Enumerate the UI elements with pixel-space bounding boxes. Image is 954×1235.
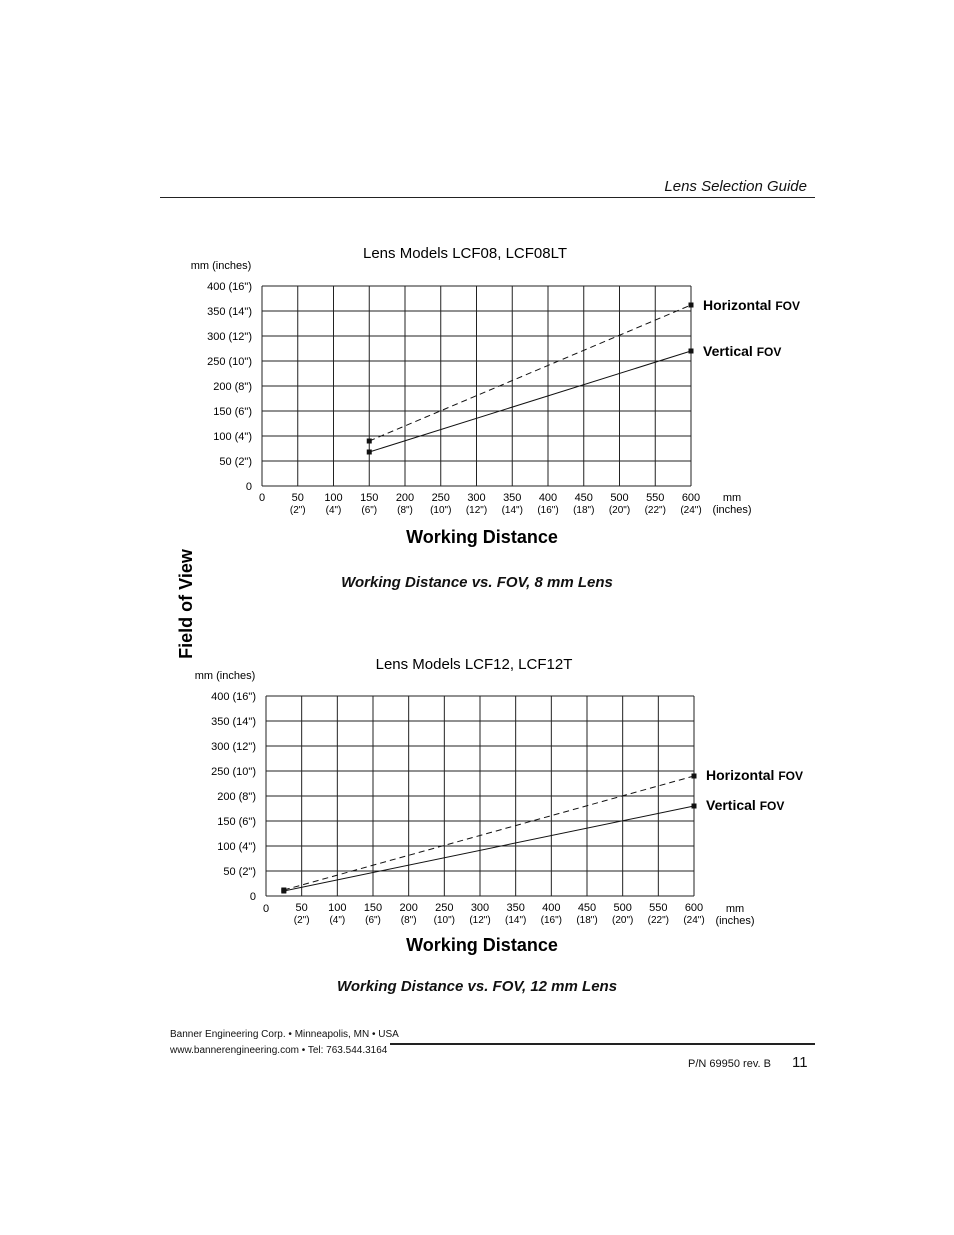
chart-12mm-svg — [0, 640, 954, 970]
x-tick-label-inches: (4") — [325, 505, 342, 516]
y-tick-label: 0 — [249, 891, 256, 903]
y-tick-label: 150 (6") — [213, 406, 252, 418]
y-tick-label: 300 (12") — [211, 741, 256, 753]
series-line — [284, 806, 694, 891]
y-tick-labels — [211, 691, 256, 903]
legend-vertical: Vertical FOV — [706, 797, 785, 813]
x-tick-label-inches: (24") — [680, 505, 702, 516]
x-tick-label-mm: 200 — [395, 492, 415, 504]
x-tick-label-mm: 500 — [610, 492, 629, 504]
x-tick-label-inches: (2") — [293, 915, 310, 926]
x-tick-label-inches: (16") — [540, 915, 563, 926]
y-tick-label: 200 (8") — [213, 381, 252, 393]
x-axis-title: Working Distance — [406, 527, 558, 547]
x-tick-label-mm: 100 — [324, 492, 343, 504]
x-tick-label-inches: (14") — [504, 915, 527, 926]
series-line — [369, 305, 691, 441]
x-tick-label-inches: (22") — [647, 915, 670, 926]
x-tick-label-inches: (14") — [501, 505, 523, 516]
y-tick-label: 350 (14") — [211, 716, 256, 728]
x-tick-label-inches: (8") — [400, 915, 417, 926]
chart-12mm — [0, 640, 954, 970]
x-unit-inches: (inches) — [715, 915, 755, 927]
x-tick-label-inches: (6") — [361, 505, 378, 516]
x-tick-label-mm: 450 — [577, 902, 597, 914]
x-tick-label-inches: (18") — [573, 505, 595, 516]
x-tick-label-inches: (20") — [608, 505, 631, 516]
x-tick-label-mm: 300 — [470, 902, 490, 914]
x-tick-label-mm: 600 — [681, 492, 701, 504]
x-tick-label-mm: 200 — [399, 902, 418, 914]
x-tick-label-mm: 100 — [328, 902, 347, 914]
x-tick-label-mm: 400 — [542, 902, 561, 914]
x-tick-label-inches: (12") — [465, 505, 488, 516]
y-tick-label: 150 (6") — [217, 816, 256, 828]
x-tick-label-mm: 50 — [295, 902, 308, 914]
x-tick-label-mm: 150 — [360, 492, 379, 504]
x-tick-label-inches: (22") — [644, 505, 666, 516]
y-tick-label: 250 (10") — [207, 356, 252, 368]
x-tick-label-inches: (20") — [611, 915, 634, 926]
x-tick-label-mm: 250 — [435, 902, 454, 914]
header-title: Lens Selection Guide — [664, 178, 807, 195]
x-tick-label-inches: (4") — [329, 915, 346, 926]
x-tick-label-inches: (10") — [430, 505, 452, 516]
y-tick-label: 250 (10") — [211, 766, 256, 778]
y-tick-label: 50 (2") — [219, 456, 252, 468]
y-tick-label: 400 (16") — [211, 691, 256, 703]
x-tick-label-mm: 550 — [646, 492, 665, 504]
footer-rule — [390, 1043, 815, 1045]
x-tick-label-mm: 550 — [649, 902, 668, 914]
data-series — [281, 774, 696, 894]
y-tick-label: 400 (16") — [207, 281, 252, 293]
x-tick-label-inches: (16") — [537, 505, 559, 516]
y-tick-label: 100 (4") — [217, 841, 256, 853]
y-tick-label: 0 — [245, 481, 252, 493]
x-tick-label-inches: (6") — [365, 915, 381, 926]
x-tick-label-inches: (8") — [397, 505, 413, 516]
legend-horizontal: Horizontal FOV — [703, 297, 801, 313]
legend — [703, 297, 800, 359]
x-tick-labels — [290, 492, 702, 516]
footer-company: Banner Engineering Corp. • Minneapolis, MN • USA — [170, 1029, 399, 1040]
y-tick-label: 100 (4") — [213, 431, 252, 443]
x-tick-label-mm: 500 — [613, 902, 632, 914]
x-tick-zero: 0 — [262, 903, 270, 915]
legend-horizontal: Horizontal FOV — [706, 767, 804, 783]
chart-title: Lens Models LCF12, LCF12T — [375, 656, 573, 673]
x-unit-mm: mm — [722, 492, 742, 504]
x-tick-label-inches: (12") — [469, 915, 491, 926]
x-tick-label-mm: 450 — [574, 492, 593, 504]
series-point — [367, 450, 372, 455]
footer-contact: www.bannerengineering.com • Tel: 763.544.3164 — [170, 1045, 388, 1056]
y-tick-label: 200 (8") — [217, 791, 256, 803]
legend-vertical: Vertical FOV — [703, 343, 782, 359]
series-point — [281, 889, 286, 894]
header-rule — [160, 197, 815, 198]
y-axis-title: Field of View — [176, 549, 196, 659]
series-point — [689, 303, 694, 308]
x-unit-inches: (inches) — [712, 504, 752, 516]
x-tick-label-inches: (10") — [433, 915, 456, 926]
y-unit-label: mm (inches) — [190, 260, 252, 272]
caption-8mm: Working Distance vs. FOV, 8 mm Lens — [341, 574, 613, 591]
y-tick-label: 300 (12") — [207, 331, 252, 343]
legend — [706, 767, 803, 813]
x-tick-label-mm: 400 — [538, 492, 558, 504]
x-tick-label-mm: 50 — [291, 492, 304, 504]
data-series — [367, 303, 694, 455]
x-tick-label-mm: 250 — [431, 492, 450, 504]
x-tick-zero: 0 — [258, 492, 266, 504]
y-tick-labels — [207, 281, 252, 493]
series-point — [367, 439, 372, 444]
chart-title: Lens Models LCF08, LCF08LT — [363, 245, 567, 262]
x-tick-label-mm: 350 — [506, 902, 525, 914]
x-tick-labels — [294, 902, 705, 926]
x-tick-label-mm: 350 — [503, 492, 522, 504]
x-axis-title: Working Distance — [406, 935, 558, 955]
series-line — [284, 776, 694, 890]
x-unit-mm: mm — [725, 903, 745, 915]
y-tick-label: 50 (2") — [223, 866, 256, 878]
series-point — [692, 804, 697, 809]
y-unit-label: mm (inches) — [194, 670, 256, 682]
part-number: P/N 69950 rev. B — [688, 1058, 771, 1070]
x-tick-label-inches: (24") — [683, 915, 705, 926]
caption-12mm: Working Distance vs. FOV, 12 mm Lens — [336, 978, 618, 995]
series-line — [369, 351, 691, 452]
page-number: 11 — [792, 1054, 808, 1071]
plot-grid — [266, 696, 694, 896]
y-tick-label: 350 (14") — [207, 306, 252, 318]
plot-grid — [262, 286, 691, 486]
x-tick-label-mm: 300 — [467, 492, 486, 504]
x-tick-label-inches: (18") — [576, 915, 598, 926]
x-tick-label-mm: 150 — [363, 902, 383, 914]
x-tick-label-inches: (2") — [289, 505, 306, 516]
series-point — [689, 349, 694, 354]
x-tick-label-mm: 600 — [684, 902, 704, 914]
series-point — [692, 774, 697, 779]
